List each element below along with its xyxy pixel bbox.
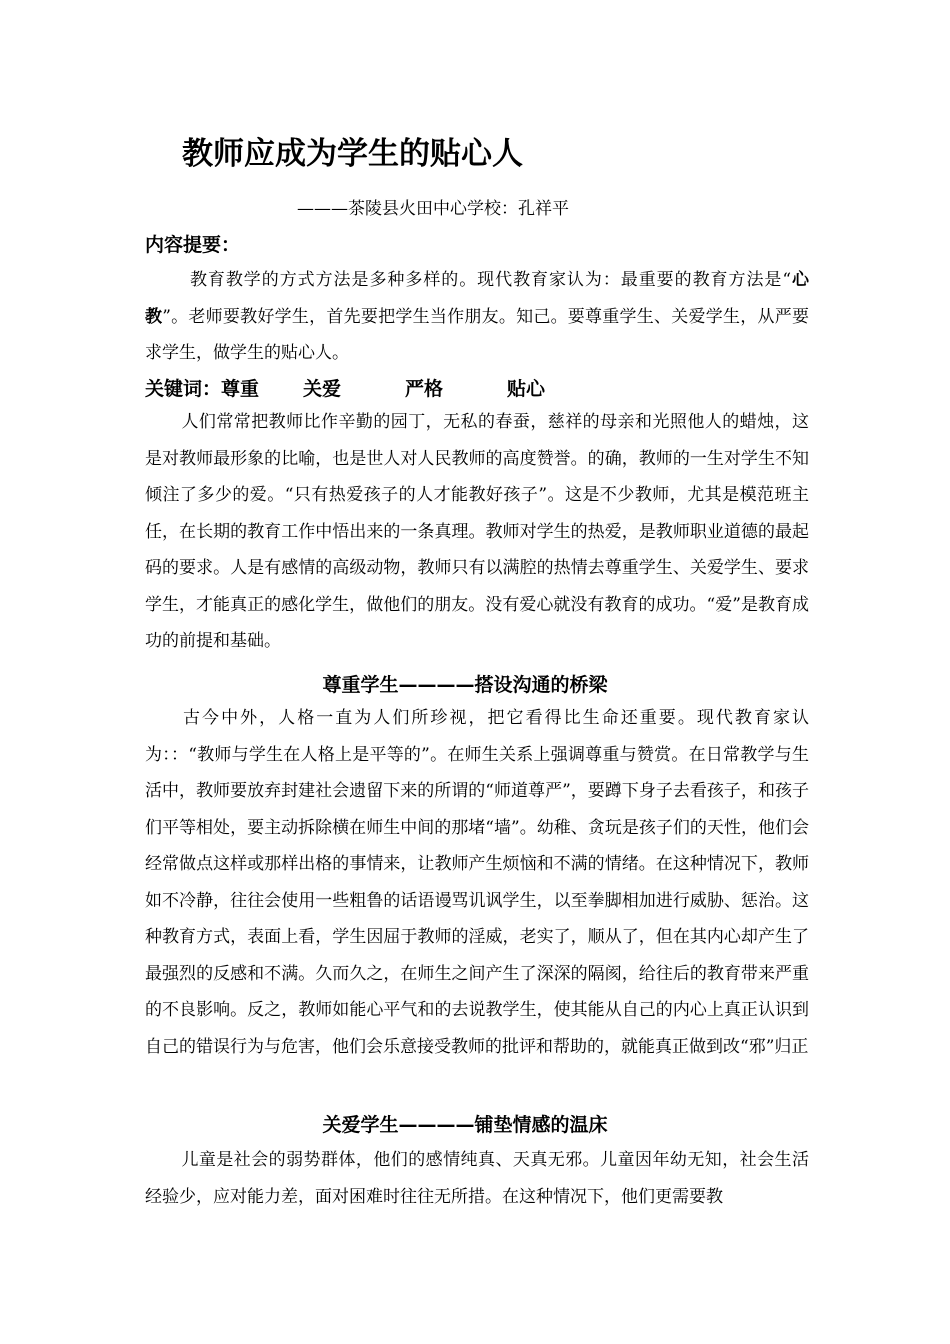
keyword-1: 尊重 (221, 378, 260, 400)
abstract-label: 内容提要： (145, 234, 241, 256)
care-paragraph (145, 1142, 809, 1215)
keyword-3: 严格 (405, 378, 444, 400)
intro-paragraph (145, 404, 809, 660)
keyword-2: 关爱 (303, 378, 342, 400)
section-heading-respect (0, 670, 950, 697)
care-text: 儿童是社会的弱势群体，他们的感情纯真、天真无邪。儿童因年幼无知，社会生活经验少，应对能力差，面对困难时往往无所措。在这种情况下，他们更需要教 (145, 1150, 809, 1207)
section-heading-care (0, 1110, 950, 1137)
abstract-text-start: 教育教学的方式方法是多种多样的。现代教育家认为：最重要的教育方法是“ (189, 270, 792, 290)
section-heading-care-text: 关爱学生————铺垫情感的温床 (322, 1114, 608, 1136)
abstract-text-end: ”。老师要教好学生，首先要把学生当作朋友。知己。要尊重学生、关爱学生，从严要求学生，做学生的贴心人。 (145, 306, 809, 363)
respect-paragraph (145, 700, 809, 1065)
abstract-emphasis: 心教 (145, 270, 809, 327)
document-title: 教师应成为学生的贴心人 (182, 136, 523, 172)
respect-text: 古今中外，人格一直为人们所珍视，把它看得比生命还重要。现代教育家认为：：“教师与学生在人格上是平等的”。在师生关系上强调尊重与赞赏。在日常教学与生活中，教师要放弃封建社会遗留下来的所谓的“师道尊严”，要蹲下身子去看孩子，和孩子们平等相处，要主动拆除横在师生中间的那堵“墙”。幼稚、贪玩是孩子们的天性，他们会经常做点这样或那样出格的事情来，让教师产生烦恼和不满的情绪。在这种情况下，教师如不冷静，往往会使用一些粗鲁的话语谩骂讥讽学生，以至拳脚相加进行威胁、惩治。这种教育方式，表面上看，学生因屈于教师的淫威，老实了，顺从了，但在其内心却产生了最强烈的反感和不满。久而久之，在师生之间产生了深深的隔阂，给往后的教育带来严重的不良影响。反之，教师如能心平气和的去说教学生，使其能从自己的内心上真正认识到自己的错误行为与危害，他们会乐意接受教师的批评和帮助的，就能真正做到改“邪”归正 (145, 708, 809, 1057)
keywords-label: 关键词： (145, 378, 222, 400)
keywords-line (145, 374, 545, 401)
section-heading-respect-text: 尊重学生————搭设沟通的桥梁 (322, 674, 608, 696)
abstract-paragraph (145, 262, 809, 372)
author-byline: ———茶陵县火田中心学校：孔祥平 (297, 199, 569, 219)
keyword-4: 贴心 (507, 378, 546, 400)
intro-text: 人们常常把教师比作辛勤的园丁，无私的春蚕，慈祥的母亲和光照他人的蜡烛，这是对教师最形象的比喻，也是世人对人民教师的高度赞誉。的确，教师的一生对学生不知倾注了多少的爱。“只有热爱孩子的人才能教好孩子”。这是不少教师，尤其是模范班主任，在长期的教育工作中悟出来的一条真理。教师对学生的热爱，是教师职业道德的最起码的要求。人是有感情的高级动物，教师只有以满腔的热情去尊重学生、关爱学生、要求学生，才能真正的感化学生，做他们的朋友。没有爱心就没有教育的成功。“爱”是教育成功的前提和基础。 (145, 412, 809, 651)
